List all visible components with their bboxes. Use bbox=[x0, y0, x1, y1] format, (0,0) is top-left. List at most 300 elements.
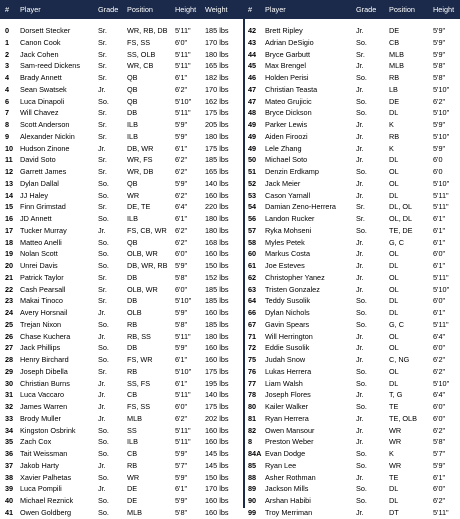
player-weight: 160 lbs bbox=[205, 496, 229, 505]
table-row bbox=[245, 389, 460, 401]
player-grade: So. bbox=[356, 402, 367, 411]
player-grade: Sr. bbox=[98, 49, 107, 59]
table-row bbox=[0, 378, 244, 390]
table-row bbox=[245, 178, 460, 190]
player-grade: Jr. bbox=[356, 390, 364, 400]
player-position: CB bbox=[389, 37, 400, 47]
player-grade: Jr. bbox=[356, 155, 364, 165]
player-grade: Jr. bbox=[356, 437, 364, 447]
player-height: 5'11" bbox=[433, 272, 449, 282]
table-row bbox=[245, 166, 460, 178]
player-height: 6'1" bbox=[433, 214, 446, 223]
header-position: Position bbox=[389, 5, 415, 14]
player-grade: So. bbox=[98, 449, 109, 458]
player-height: 5'9" bbox=[175, 261, 188, 270]
player-name: Brody Muller bbox=[20, 413, 61, 423]
player-position: K bbox=[389, 449, 394, 458]
player-weight: 185 lbs bbox=[205, 26, 229, 35]
jersey-number: 46 bbox=[248, 73, 257, 82]
player-grade: Jr. bbox=[356, 131, 364, 141]
table-row bbox=[0, 154, 244, 166]
jersey-number: 3 bbox=[5, 61, 10, 71]
player-name: Luca Vaccaro bbox=[20, 390, 65, 400]
player-weight: 185 lbs bbox=[205, 296, 229, 306]
jersey-number: 20 bbox=[5, 261, 14, 270]
player-height: 6'0 bbox=[433, 167, 443, 176]
player-grade: Jr. bbox=[356, 331, 364, 341]
table-row bbox=[245, 307, 460, 319]
player-position: K bbox=[389, 143, 394, 153]
player-position: T, G bbox=[389, 390, 403, 400]
player-grade: Jr. bbox=[356, 190, 364, 200]
player-position: OL bbox=[389, 331, 399, 341]
player-weight: 170 lbs bbox=[205, 37, 229, 47]
player-position: MLB bbox=[389, 61, 405, 71]
player-name: Christopher Yanez bbox=[265, 272, 325, 282]
table-row bbox=[0, 260, 244, 272]
jersey-number: 42 bbox=[248, 26, 257, 35]
table-row bbox=[245, 436, 460, 448]
player-name: Joseph Flores bbox=[265, 390, 311, 400]
player-weight: 175 lbs bbox=[205, 108, 229, 118]
player-weight: 185 lbs bbox=[205, 284, 229, 294]
player-position: OLB, WR bbox=[127, 284, 158, 294]
player-height: 6'0" bbox=[175, 37, 188, 47]
player-grade: So. bbox=[356, 296, 367, 306]
table-row bbox=[0, 96, 244, 108]
player-height: 5'11" bbox=[175, 331, 191, 341]
player-weight: 175 lbs bbox=[205, 402, 229, 411]
player-weight: 160 lbs bbox=[205, 425, 229, 435]
player-grade: So. bbox=[356, 449, 367, 458]
player-height: 6'0" bbox=[433, 413, 446, 423]
player-position: OLB, WR bbox=[127, 249, 158, 259]
player-position: FS, WR bbox=[127, 355, 153, 364]
player-position: WR bbox=[389, 437, 402, 447]
player-position: RB bbox=[127, 319, 138, 329]
jersey-number: 29 bbox=[5, 366, 14, 376]
player-height: 5'9" bbox=[433, 120, 446, 129]
table-row bbox=[0, 60, 244, 72]
jersey-number: 8 bbox=[248, 437, 253, 447]
player-grade: Jr. bbox=[356, 178, 364, 188]
player-name: Ryan Herrera bbox=[265, 413, 309, 423]
player-name: Bryce Garbutt bbox=[265, 49, 311, 59]
player-position: DL bbox=[389, 378, 399, 388]
jersey-number: 15 bbox=[5, 202, 14, 212]
player-position: WR bbox=[389, 425, 402, 435]
player-height: 5'11" bbox=[175, 108, 191, 118]
player-height: 5'9" bbox=[175, 449, 188, 458]
player-grade: Jr. bbox=[356, 355, 364, 364]
jersey-number: 14 bbox=[5, 190, 14, 200]
player-grade: Jr. bbox=[98, 460, 106, 470]
player-position: C, NG bbox=[389, 355, 410, 364]
player-position: RB bbox=[389, 73, 400, 82]
player-height: 6'4" bbox=[433, 331, 446, 341]
table-row bbox=[245, 119, 460, 131]
jersey-number: 43 bbox=[248, 37, 257, 47]
player-grade: So. bbox=[356, 378, 367, 388]
table-row bbox=[0, 225, 244, 237]
player-name: Holden Perisi bbox=[265, 73, 309, 82]
player-height: 6'1" bbox=[433, 225, 446, 235]
table-row bbox=[245, 213, 460, 225]
player-name: Arshan Habibi bbox=[265, 496, 311, 505]
player-grade: Jr. bbox=[356, 343, 364, 353]
player-height: 5'10" bbox=[433, 84, 450, 94]
player-position: DB bbox=[127, 272, 138, 282]
player-weight: 170 lbs bbox=[205, 484, 229, 494]
jersey-number: 49 bbox=[248, 131, 257, 141]
player-position: DT bbox=[389, 507, 399, 517]
player-grade: So. bbox=[356, 319, 367, 329]
jersey-number: 26 bbox=[5, 331, 14, 341]
player-name: Avery Horsnail bbox=[20, 308, 68, 317]
table-row bbox=[245, 248, 460, 260]
jersey-number: 33 bbox=[5, 413, 14, 423]
player-name: Chase Kuchera bbox=[20, 331, 71, 341]
jersey-number: 76 bbox=[248, 366, 257, 376]
player-name: Joe Esteves bbox=[265, 261, 305, 270]
table-row bbox=[245, 96, 460, 108]
jersey-number: 28 bbox=[5, 355, 14, 364]
jersey-number: 10 bbox=[5, 143, 14, 153]
player-position: DB, WR, RB bbox=[127, 261, 168, 270]
jersey-number: 7 bbox=[5, 108, 10, 118]
jersey-number: 82 bbox=[248, 425, 257, 435]
table-row bbox=[0, 413, 244, 425]
table-row bbox=[245, 295, 460, 307]
player-height: 6'2" bbox=[175, 237, 188, 247]
player-weight: 152 lbs bbox=[205, 272, 229, 282]
player-height: 6'1" bbox=[175, 355, 188, 364]
player-grade: So. bbox=[356, 108, 367, 118]
player-name: James Warren bbox=[20, 402, 68, 411]
player-grade: Sr. bbox=[98, 26, 107, 35]
player-height: 6'1" bbox=[175, 484, 188, 494]
player-name: Markus Costa bbox=[265, 249, 311, 259]
header-grade: Grade bbox=[98, 5, 119, 14]
roster-right-column bbox=[245, 0, 460, 519]
table-row bbox=[0, 354, 244, 366]
player-height: 6'4" bbox=[433, 390, 446, 400]
table-row bbox=[0, 295, 244, 307]
player-grade: Sr. bbox=[356, 214, 365, 223]
player-name: Denzin Erdkamp bbox=[265, 167, 319, 176]
table-row bbox=[0, 131, 244, 143]
player-position: OL bbox=[389, 249, 399, 259]
player-grade: Jr. bbox=[98, 413, 106, 423]
jersey-number: 40 bbox=[5, 496, 14, 505]
table-row bbox=[245, 342, 460, 354]
player-height: 5'7" bbox=[175, 460, 188, 470]
player-grade: So. bbox=[98, 319, 109, 329]
jersey-number: 41 bbox=[5, 507, 14, 517]
table-row bbox=[245, 60, 460, 72]
jersey-number: 12 bbox=[5, 167, 14, 176]
player-name: Eddie Susolik bbox=[265, 343, 310, 353]
table-row bbox=[245, 448, 460, 460]
player-position: DB, WR bbox=[127, 143, 154, 153]
player-name: Landon Rucker bbox=[265, 214, 315, 223]
player-height: 6'2" bbox=[433, 96, 446, 106]
player-height: 5'11" bbox=[433, 190, 449, 200]
player-grade: So. bbox=[98, 214, 109, 223]
jersey-number: 44 bbox=[248, 49, 257, 59]
player-height: 6'1" bbox=[175, 73, 188, 82]
player-grade: Jr. bbox=[356, 272, 364, 282]
jersey-number: 16 bbox=[5, 214, 14, 223]
jersey-number: 72 bbox=[248, 343, 257, 353]
player-height: 5'9" bbox=[175, 131, 188, 141]
player-name: Luca Pompili bbox=[20, 484, 62, 494]
player-grade: Jr. bbox=[98, 143, 106, 153]
player-height: 6'1" bbox=[433, 261, 446, 270]
player-weight: 180 lbs bbox=[205, 225, 229, 235]
player-name: Luca Dinapoli bbox=[20, 96, 65, 106]
player-grade: So. bbox=[98, 343, 109, 353]
player-position: DL, OL bbox=[389, 202, 413, 212]
player-height: 6'1" bbox=[433, 237, 446, 247]
table-row bbox=[0, 507, 244, 519]
header-number: # bbox=[5, 5, 10, 14]
player-grade: So. bbox=[356, 167, 367, 176]
player-grade: Jr. bbox=[98, 84, 106, 94]
player-height: 6'2" bbox=[433, 355, 446, 364]
player-position: DL bbox=[389, 308, 399, 317]
player-position: ILB bbox=[127, 214, 138, 223]
player-grade: Sr. bbox=[98, 37, 107, 47]
player-name: Dylan Nichols bbox=[265, 308, 310, 317]
table-row bbox=[0, 248, 244, 260]
player-grade: Sr. bbox=[98, 284, 107, 294]
player-position: OL, DL bbox=[389, 214, 413, 223]
player-grade: So. bbox=[98, 355, 109, 364]
player-position: RB bbox=[127, 366, 138, 376]
header-position: Position bbox=[127, 5, 153, 14]
player-height: 5'11" bbox=[433, 202, 449, 212]
jersey-number: 35 bbox=[5, 437, 14, 447]
player-height: 5'8" bbox=[433, 61, 446, 71]
player-position: OL bbox=[389, 284, 399, 294]
player-height: 6'0" bbox=[433, 402, 446, 411]
player-grade: So. bbox=[98, 261, 109, 270]
header-height: Height bbox=[175, 5, 197, 14]
player-name: Jackson Mills bbox=[265, 484, 309, 494]
table-row bbox=[245, 37, 460, 49]
table-row bbox=[0, 401, 244, 413]
player-height: 5'9" bbox=[433, 460, 446, 470]
player-grade: Jr. bbox=[98, 390, 106, 400]
player-height: 6'2" bbox=[175, 190, 188, 200]
player-name: Joseph Dibella bbox=[20, 366, 68, 376]
player-name: Jack Phillips bbox=[20, 343, 61, 353]
table-row bbox=[245, 507, 460, 519]
jersey-number: 81 bbox=[248, 413, 257, 423]
roster-rows-left bbox=[0, 19, 244, 519]
jersey-number: 75 bbox=[248, 355, 257, 364]
jersey-number: 64 bbox=[248, 296, 257, 306]
jersey-number: 50 bbox=[248, 155, 257, 165]
player-grade: Sr. bbox=[98, 61, 107, 71]
table-row bbox=[0, 201, 244, 213]
player-weight: 160 lbs bbox=[205, 249, 229, 259]
player-height: 6'0" bbox=[433, 484, 446, 494]
roster-header-left bbox=[0, 0, 244, 19]
jersey-number: 4 bbox=[5, 84, 10, 94]
player-position: CB bbox=[127, 390, 138, 400]
player-position: OL bbox=[389, 178, 399, 188]
player-position: WR, RB, DB bbox=[127, 26, 168, 35]
player-position: DE bbox=[389, 96, 400, 106]
player-position: QB bbox=[127, 73, 138, 82]
player-height: 5'8" bbox=[433, 437, 446, 447]
header-player: Player bbox=[265, 5, 286, 14]
player-height: 5'11" bbox=[175, 425, 191, 435]
player-position: RB bbox=[389, 131, 400, 141]
player-weight: 160 lbs bbox=[205, 190, 229, 200]
player-position: OL bbox=[389, 343, 399, 353]
table-row bbox=[245, 472, 460, 484]
player-name: Will Herrington bbox=[265, 331, 313, 341]
jersey-number: 56 bbox=[248, 214, 257, 223]
player-height: 5'9" bbox=[433, 37, 446, 47]
player-grade: Sr. bbox=[356, 49, 365, 59]
table-row bbox=[0, 143, 244, 155]
table-row bbox=[245, 401, 460, 413]
table-row bbox=[245, 460, 460, 472]
jersey-number: 51 bbox=[248, 167, 257, 176]
player-position: QB bbox=[127, 84, 138, 94]
player-name: Finn Grimstad bbox=[20, 202, 66, 212]
table-row bbox=[245, 272, 460, 284]
player-height: 6'2" bbox=[433, 425, 446, 435]
jersey-number: 54 bbox=[248, 202, 257, 212]
player-position: TE bbox=[389, 402, 399, 411]
player-grade: So. bbox=[98, 178, 109, 188]
player-name: JJ Haley bbox=[20, 190, 48, 200]
player-name: Michael Reznick bbox=[20, 496, 74, 505]
player-weight: 140 lbs bbox=[205, 390, 229, 400]
player-height: 5'11" bbox=[175, 390, 191, 400]
player-grade: Jr. bbox=[356, 26, 364, 35]
player-height: 5'9" bbox=[433, 26, 446, 35]
player-name: Ryka Mohseni bbox=[265, 225, 312, 235]
player-name: Lukas Herrera bbox=[265, 366, 312, 376]
table-row bbox=[245, 225, 460, 237]
jersey-number: 49 bbox=[248, 120, 257, 129]
jersey-number: 88 bbox=[248, 472, 257, 482]
table-row bbox=[245, 237, 460, 249]
table-row bbox=[0, 72, 244, 84]
table-row bbox=[0, 190, 244, 202]
jersey-number: 1 bbox=[5, 37, 10, 47]
jersey-number: 17 bbox=[5, 225, 14, 235]
player-name: Teddy Susolik bbox=[265, 296, 311, 306]
table-row bbox=[245, 131, 460, 143]
player-position: SS, OLB bbox=[127, 49, 156, 59]
player-position: OL bbox=[389, 167, 399, 176]
player-name: Zach Cox bbox=[20, 437, 52, 447]
player-position: QB bbox=[127, 178, 138, 188]
player-position: WR, FS bbox=[127, 155, 153, 165]
player-position: G, C bbox=[389, 319, 404, 329]
player-grade: Sr. bbox=[98, 155, 107, 165]
table-row bbox=[0, 178, 244, 190]
player-height: 5'10" bbox=[433, 284, 450, 294]
player-position: DL bbox=[389, 484, 399, 494]
player-grade: Sr. bbox=[356, 202, 365, 212]
table-row bbox=[245, 354, 460, 366]
player-name: Christian Burns bbox=[20, 378, 70, 388]
player-position: CB bbox=[127, 449, 138, 458]
player-position: LB bbox=[389, 84, 398, 94]
player-weight: 160 lbs bbox=[205, 308, 229, 317]
player-position: ILB bbox=[127, 131, 138, 141]
player-weight: 145 lbs bbox=[205, 460, 229, 470]
player-name: Nolan Scott bbox=[20, 249, 58, 259]
table-row bbox=[245, 72, 460, 84]
table-row bbox=[245, 495, 460, 507]
player-grade: Jr. bbox=[98, 402, 106, 411]
table-row bbox=[245, 284, 460, 296]
player-grade: So. bbox=[98, 472, 109, 482]
player-name: Xavier Palhetas bbox=[20, 472, 72, 482]
player-name: Makai Tinoco bbox=[20, 296, 63, 306]
player-grade: So. bbox=[98, 249, 109, 259]
jersey-number: 99 bbox=[248, 507, 257, 517]
player-grade: Jr. bbox=[98, 378, 106, 388]
jersey-number: 45 bbox=[248, 61, 257, 71]
table-row bbox=[0, 319, 244, 331]
player-grade: Jr. bbox=[356, 261, 364, 270]
player-position: DB bbox=[127, 296, 138, 306]
player-weight: 145 lbs bbox=[205, 449, 229, 458]
jersey-number: 61 bbox=[248, 261, 257, 270]
player-name: Bryce Dickson bbox=[265, 108, 312, 118]
player-name: Tait Weissman bbox=[20, 449, 68, 458]
jersey-number: 30 bbox=[5, 378, 14, 388]
player-height: 5'10" bbox=[433, 108, 450, 118]
player-position: FS, SS bbox=[127, 402, 151, 411]
jersey-number: 78 bbox=[248, 390, 257, 400]
player-name: Hudson Zinone bbox=[20, 143, 70, 153]
player-grade: Jr. bbox=[98, 308, 106, 317]
player-grade: So. bbox=[356, 496, 367, 505]
jersey-number: 18 bbox=[5, 237, 14, 247]
table-row bbox=[245, 425, 460, 437]
player-name: Cason Yarnall bbox=[265, 190, 311, 200]
jersey-number: 60 bbox=[248, 249, 257, 259]
player-weight: 182 lbs bbox=[205, 73, 229, 82]
player-grade: Sr. bbox=[98, 73, 107, 82]
jersey-number: 27 bbox=[5, 343, 14, 353]
player-weight: 150 lbs bbox=[205, 472, 229, 482]
jersey-number: 2 bbox=[5, 49, 10, 59]
player-name: Aiden Firoozi bbox=[265, 131, 308, 141]
player-height: 6'2" bbox=[175, 84, 188, 94]
table-row bbox=[0, 425, 244, 437]
player-weight: 205 lbs bbox=[205, 120, 229, 129]
player-weight: 180 lbs bbox=[205, 214, 229, 223]
player-position: WR bbox=[127, 190, 140, 200]
player-grade: So. bbox=[356, 484, 367, 494]
jersey-number: 53 bbox=[248, 190, 257, 200]
header-number: # bbox=[248, 5, 253, 14]
player-name: Dylan Dallal bbox=[20, 178, 59, 188]
player-name: Max Brengel bbox=[265, 61, 306, 71]
